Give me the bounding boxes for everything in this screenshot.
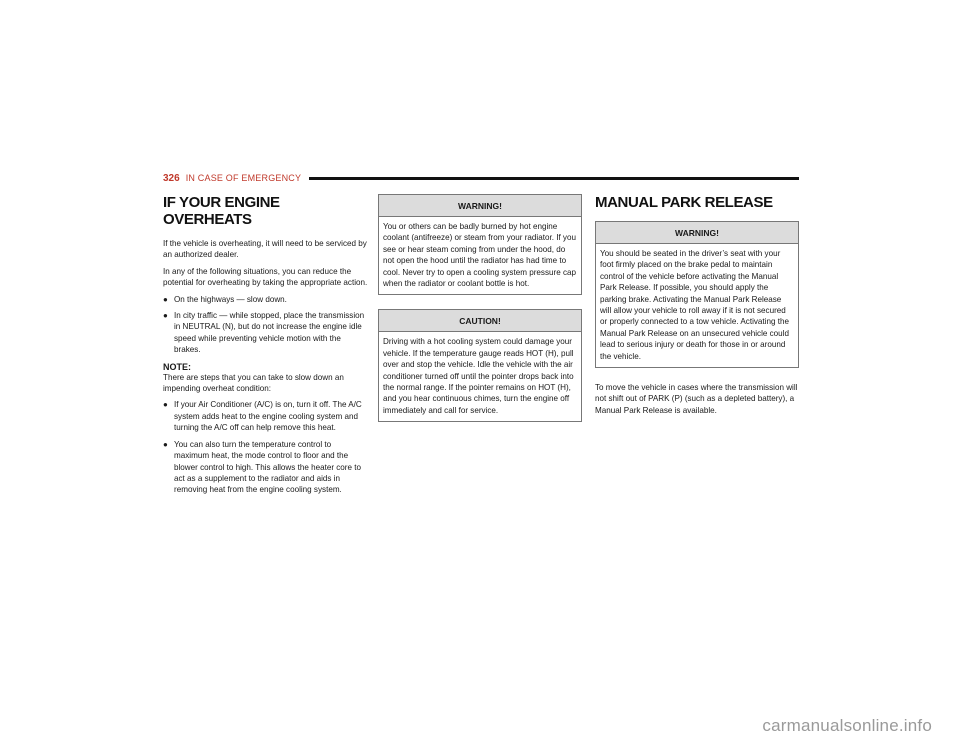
warning-title: WARNING! xyxy=(379,195,581,217)
header-rule xyxy=(309,177,799,180)
watermark: carmanualsonline.info xyxy=(762,716,932,735)
overheat-para-2: In any of the following situations, you can reduce the potential for overheating by taking the appropriate action. xyxy=(163,266,368,288)
column-park-release xyxy=(595,194,799,421)
list-item: ● On the highways — slow down. xyxy=(163,294,287,304)
page-number: 326 xyxy=(163,172,180,184)
overheat-bullets-1 xyxy=(163,294,368,356)
caution-title: CAUTION! xyxy=(379,310,581,332)
page-header xyxy=(163,171,799,185)
park-release-heading: MANUAL PARK RELEASE xyxy=(595,194,773,211)
note-label: NOTE: xyxy=(163,361,191,372)
note-text: There are steps that you can take to slow down an impending overheat condition: xyxy=(163,372,344,394)
column-overheats xyxy=(163,194,368,501)
warning-text: You or others can be badly burned by hot engine coolant (antifreeze) or steam from your radiator. If you see or hear steam coming from under the hood, do not open the hood until the radiator has had time to cool. Never try to open a cooling system pressure cap when the radiator or coolant bottle is hot. xyxy=(383,222,576,289)
section-title: IN CASE OF EMERGENCY xyxy=(185,173,302,183)
overheat-heading: IF YOUR ENGINE OVERHEATS xyxy=(163,194,280,228)
overheat-bullets-2 xyxy=(163,399,368,495)
park-warning-title: WARNING! xyxy=(596,222,798,244)
list-item: ● In city traffic — while stopped, place the transmission in NEUTRAL (N), but do not increase the engine idle speed while preventing vehicle motion with the brakes. xyxy=(163,311,365,355)
list-item: ● You can also turn the temperature control to maximum heat, the mode control to floor and the blower control to high. This allows the heater core to act as a supplement to the radiator and aids in removing heat from the engine cooling system. xyxy=(163,439,362,495)
list-item: ● If your Air Conditioner (A/C) is on, turn it off. The A/C system adds heat to the engine cooling system and turning the A/C off can help remove this heat. xyxy=(163,400,362,433)
bullet-icon: ● xyxy=(163,439,168,449)
column-warnings xyxy=(378,194,582,436)
bullet-icon: ● xyxy=(163,311,168,321)
bullet-icon: ● xyxy=(163,294,168,304)
park-warning-box xyxy=(595,221,799,368)
overheat-para-1: If the vehicle is overheating, it will need to be serviced by an authorized dealer. xyxy=(163,239,367,260)
park-release-para: To move the vehicle in cases where the transmission will not shift out of PARK (P) (such as a depleted battery), a Manual Park Release is available. xyxy=(595,383,798,415)
caution-box xyxy=(378,309,582,422)
caution-text: Driving with a hot cooling system could damage your vehicle. If the temperature gauge reads HOT (H), pull over and stop the vehicle. Idle the vehicle with the air conditioner turned off until the pointer drops back into the normal range. If the pointer remains on HOT (H), and you hear continuous chimes, turn the engine off immediately and call for service. xyxy=(383,337,574,415)
bullet-icon: ● xyxy=(163,400,168,410)
warning-box xyxy=(378,194,582,295)
park-warning-text: You should be seated in the driver’s seat with your foot firmly placed on the brake pedal to maintain control of the vehicle before activating the Manual Park Release. If possible, you should apply the parking brake. Activating the Manual Park Release will allow your vehicle to roll away if it is not secured or properly connected to a tow vehicle. Activating the Manual Park Release on an unsecured vehicle could lead to serious injury or death for those in or around the vehicle. xyxy=(600,249,789,361)
